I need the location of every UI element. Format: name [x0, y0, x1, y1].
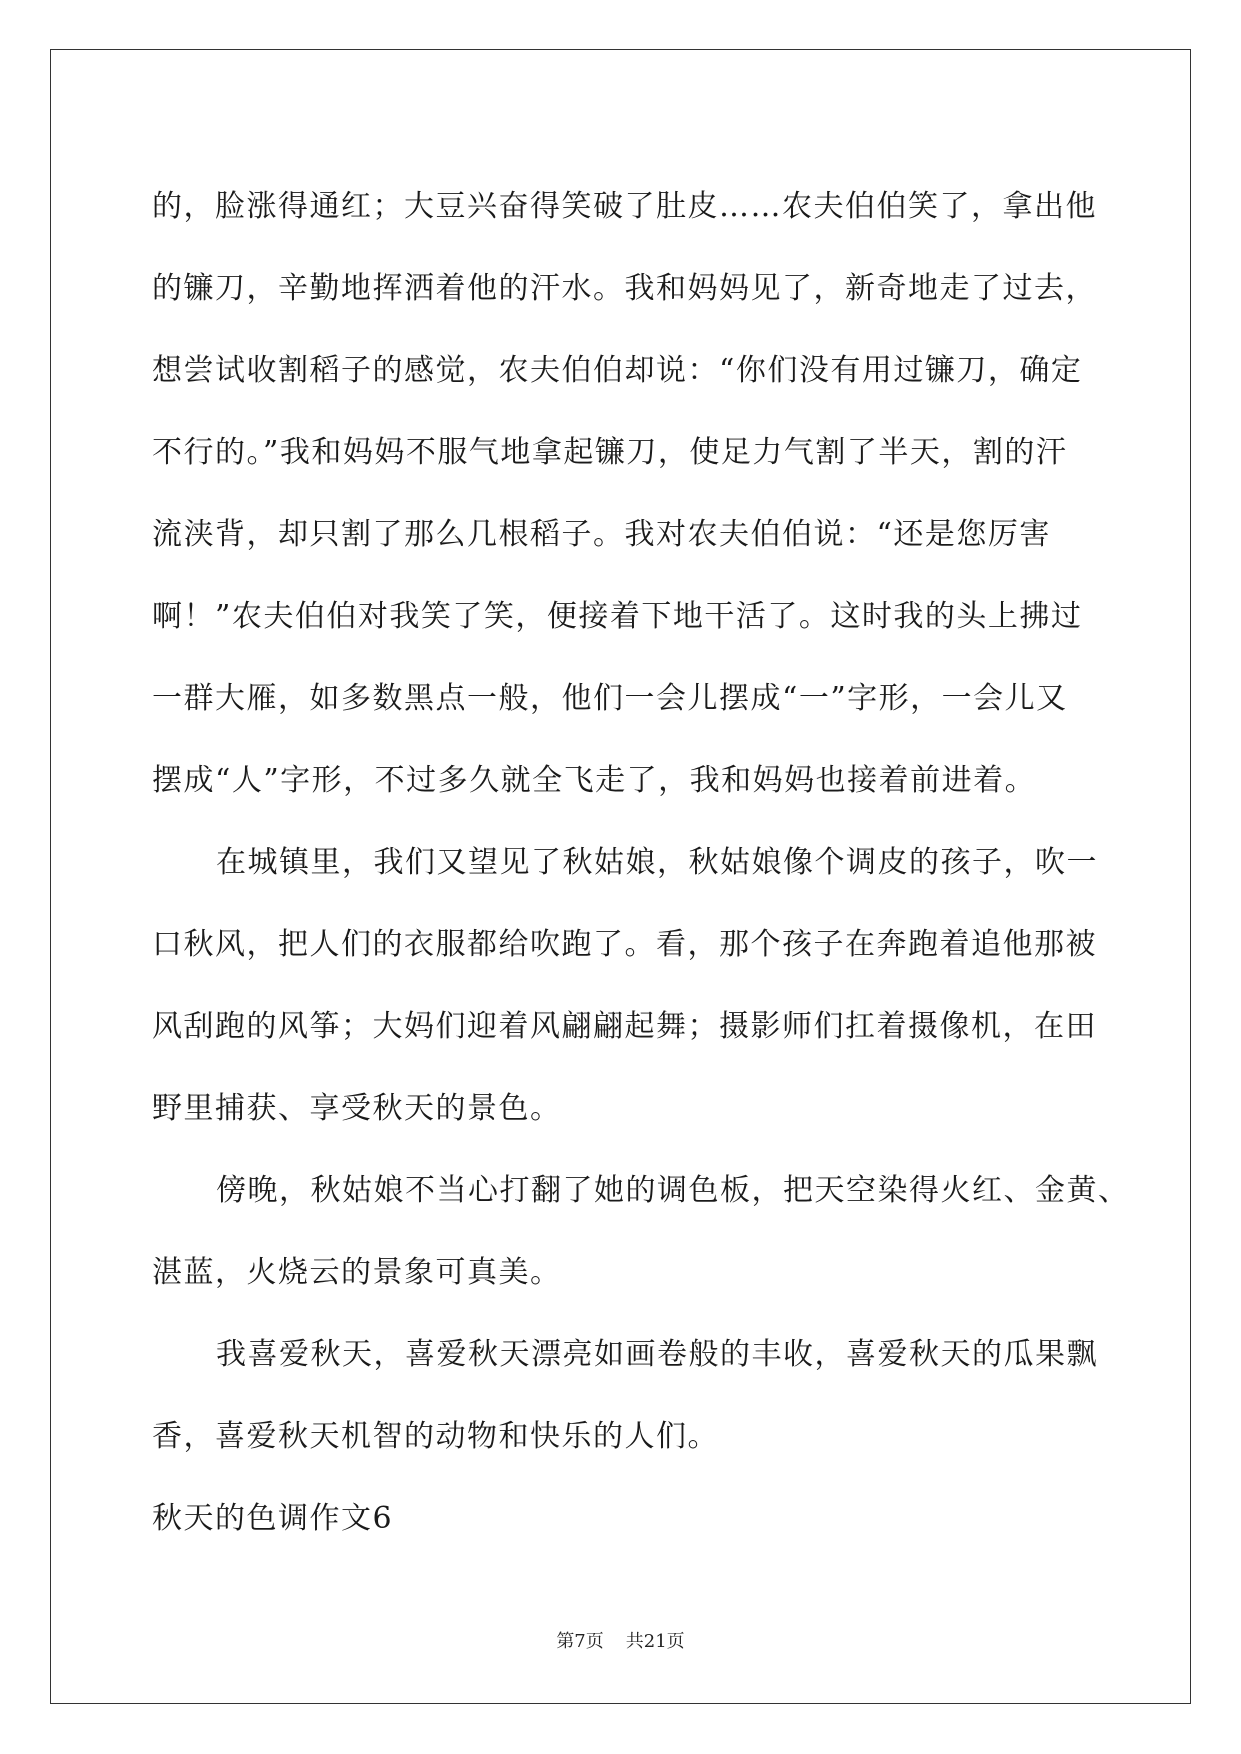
text-line: 的镰刀，辛勤地挥洒着他的汗水。我和妈妈见了，新奇地走了过去，: [152, 271, 1097, 306]
text-line: 一群大雁，如多数黑点一般，他们一会儿摆成“一”字形，一会儿又: [152, 681, 1068, 716]
page-number: 第7页: [556, 1631, 604, 1652]
text-line: 啊！”农夫伯伯对我笑了笑，便接着下地干活了。这时我的头上拂过: [152, 599, 1083, 634]
text-line: 野里捕获、享受秋天的景色。: [152, 1091, 562, 1126]
paragraph-start-line: 傍晚，秋姑娘不当心打翻了她的调色板，把天空染得火红、金黄、: [216, 1173, 1130, 1208]
text-line: 不行的。”我和妈妈不服气地拿起镰刀，使足力气割了半天，割的汗: [152, 435, 1068, 470]
text-line: 的，脸涨得通红；大豆兴奋得笑破了肚皮……农夫伯伯笑了，拿出他: [152, 189, 1097, 224]
paragraph-start-line: 在城镇里，我们又望见了秋姑娘，秋姑娘像个调皮的孩子，吹一: [216, 845, 1098, 880]
paragraph-start-line: 我喜爱秋天，喜爱秋天漂亮如画卷般的丰收，喜爱秋天的瓜果飘: [216, 1337, 1098, 1372]
page-footer: [0, 1627, 1241, 1653]
text-line: 摆成“人”字形，不过多久就全飞走了，我和妈妈也接着前进着。: [152, 763, 1037, 798]
text-line: 想尝试收割稻子的感觉，农夫伯伯却说：“你们没有用过镰刀，确定: [152, 353, 1083, 388]
text-line: 流浃背，却只割了那么几根稻子。我对农夫伯伯说：“还是您厉害: [152, 517, 1051, 552]
document-body: [152, 166, 1130, 1560]
section-heading: 秋天的色调作文6: [152, 1501, 394, 1536]
text-line: 风刮跑的风筝；大妈们迎着风翩翩起舞；摄影师们扛着摄像机，在田: [152, 1009, 1097, 1044]
text-line: 湛蓝，火烧云的景象可真美。: [152, 1255, 562, 1290]
text-line: 口秋风，把人们的衣服都给吹跑了。看，那个孩子在奔跑着追他那被: [152, 927, 1097, 962]
text-line: 香，喜爱秋天机智的动物和快乐的人们。: [152, 1419, 719, 1454]
page-total: 共21页: [625, 1631, 685, 1652]
